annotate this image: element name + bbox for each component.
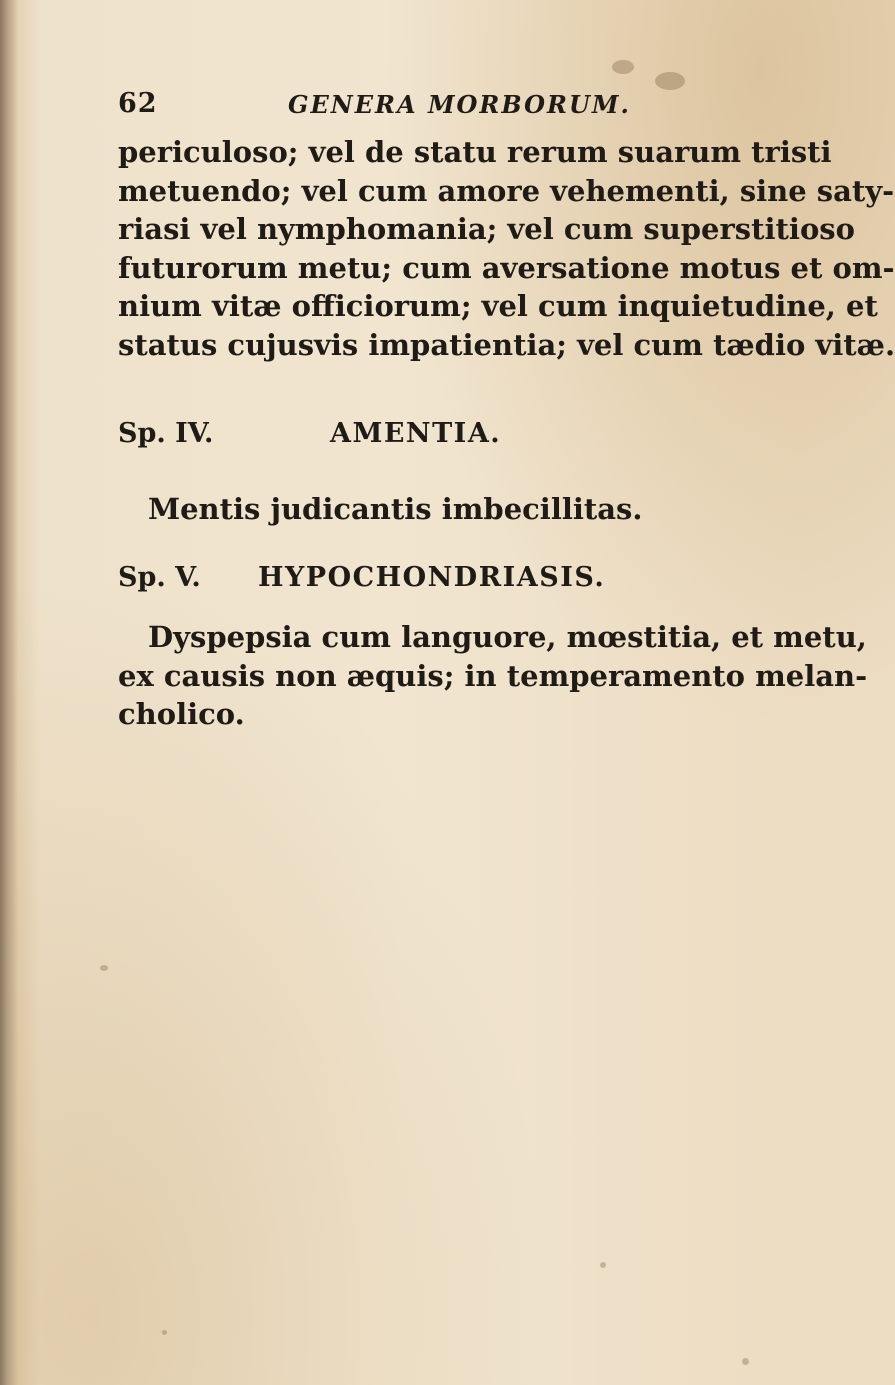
species-label: Sp. IV.: [118, 418, 214, 449]
paper-speck: [100, 965, 108, 971]
text-line: riasi vel nymphomania; vel cum superstitioso: [118, 212, 855, 246]
species-heading-v: [118, 562, 718, 602]
text-line: Dyspepsia cum languore, mœstitia, et metu,: [148, 620, 867, 654]
running-title: GENERA MORBORUM.: [288, 90, 631, 119]
text-line: futurorum metu; cum aversatione motus et om-: [118, 250, 895, 285]
text-line: metuendo; vel cum amore vehementi, sine saty-: [118, 173, 895, 208]
species-definition-v: [118, 618, 868, 734]
text-line: Mentis judicantis imbecillitas.: [148, 492, 643, 526]
species-definition-iv: [118, 490, 768, 529]
paper-stain: [612, 60, 634, 74]
paper-speck: [600, 1262, 606, 1268]
continuation-paragraph: [118, 133, 895, 364]
text-line: status cujusvis impatientia; vel cum tædio vitæ.: [118, 327, 895, 362]
text-line: periculoso; vel de statu rerum suarum tristi: [118, 135, 832, 169]
page-header: [118, 88, 678, 128]
species-name: HYPOCHONDRIASIS.: [258, 562, 606, 593]
species-label: Sp. V.: [118, 562, 201, 593]
text-line: cholico.: [118, 697, 245, 731]
paper-speck: [742, 1358, 749, 1365]
species-name: AMENTIA.: [330, 418, 502, 449]
paper-stain: [655, 72, 685, 90]
paper-speck: [162, 1330, 167, 1335]
text-line: nium vitæ officiorum; vel cum inquietudine, et: [118, 289, 878, 323]
species-heading-iv: [118, 418, 718, 458]
page-number: 62: [118, 88, 158, 119]
text-line: ex causis non æquis; in temperamento melan-: [118, 658, 868, 693]
